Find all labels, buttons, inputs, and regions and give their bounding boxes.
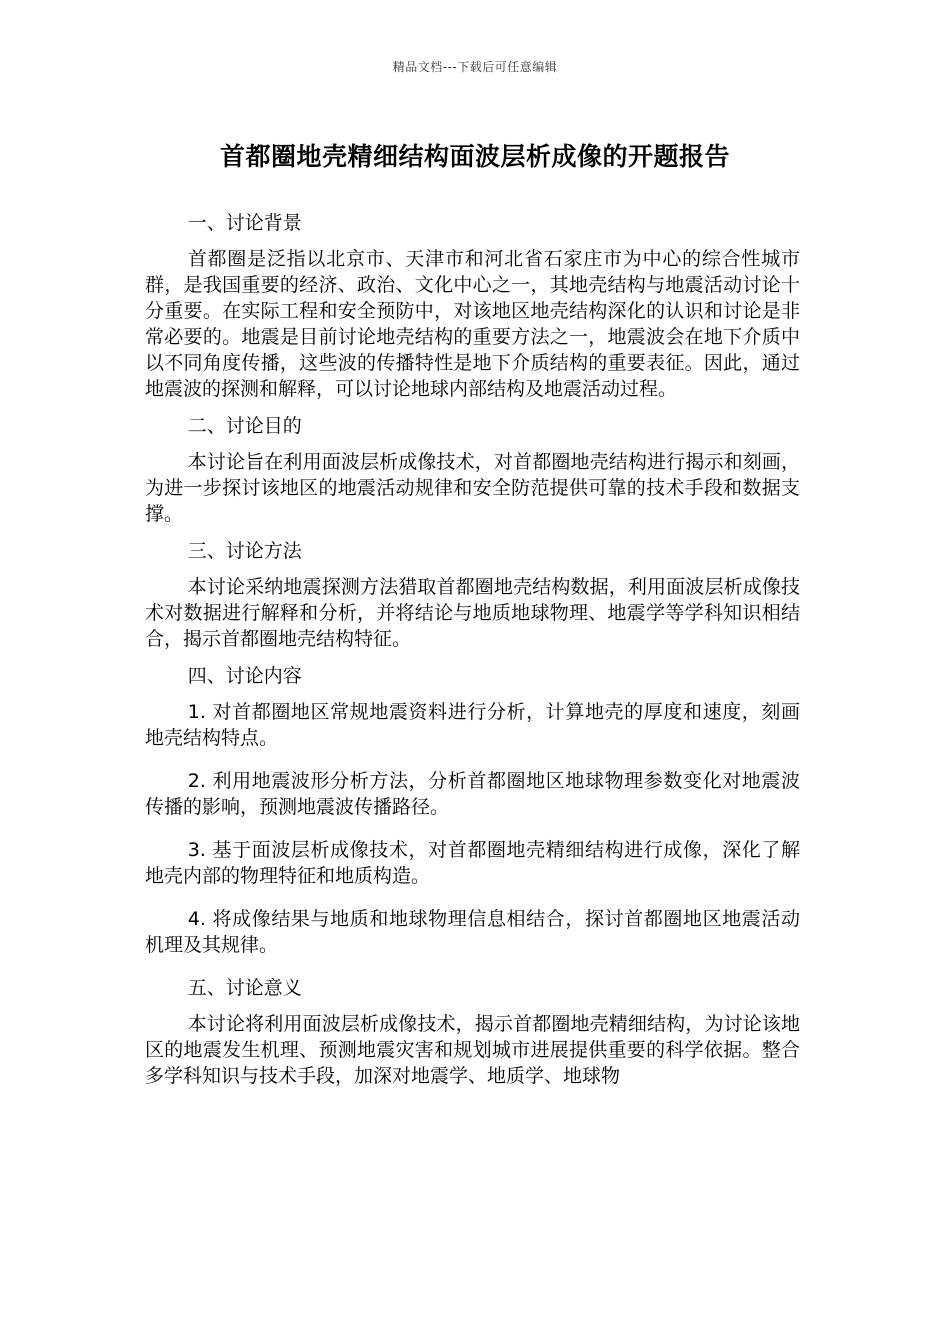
page-title: 首都圈地壳精细结构面波层析成像的开题报告 [219, 142, 730, 171]
content-item: 2. 利用地震波形分析方法，分析首都圈地区地球物理参数变化对地震波传播的影响，预测地震波传播路径。 [145, 770, 800, 818]
section-heading-background: 一、讨论背景 [187, 212, 302, 234]
content-item: 4. 将成像结果与地质和地球物理信息相结合，探讨首都圈地区地震活动机理及其规律。 [145, 908, 800, 956]
section-heading-significance: 五、讨论意义 [187, 977, 302, 999]
content-item: 1. 对首都圈地区常规地震资料进行分析，计算地壳的厚度和速度，刻画地壳结构特点。 [145, 701, 800, 749]
section-paragraph-background: 首都圈是泛指以北京市、天津市和河北省石家庄市为中心的综合性城市群，是我国重要的经济、政治、文化中心之一，其地壳结构与地震活动讨论十分重要。在实际工程和安全预防中，对该地区地壳结构深化的认识和讨论是非常必要的。地震是目前讨论地壳结构的重要方法之一，地震波会在地下介质中以不同角度传播，这些波的传播特性是地下介质结构的重要表征。因此，通过地震波的探测和解释，可以讨论地球内部结构及地震活动过程。 [145, 248, 800, 400]
section-heading-method: 三、讨论方法 [187, 540, 302, 562]
section-paragraph-method: 本讨论采纳地震探测方法猎取首都圈地壳结构数据，利用面波层析成像技术对数据进行解释和分析，并将结论与地质地球物理、地震学等学科知识相结合，揭示首都圈地壳结构特征。 [145, 576, 800, 650]
section-heading-content: 四、讨论内容 [187, 665, 302, 687]
section-paragraph-significance: 本讨论将利用面波层析成像技术，揭示首都圈地壳精细结构，为讨论该地区的地震发生机理、预测地震灾害和规划城市进展提供重要的科学依据。整合多学科知识与技术手段，加深对地震学、地质学、地球物 [145, 1013, 800, 1087]
document-body [145, 210, 800, 1089]
section-heading-purpose: 二、讨论目的 [187, 415, 302, 437]
content-item: 3. 基于面波层析成像技术，对首都圈地壳精细结构进行成像，深化了解地壳内部的物理特征和地质构造。 [145, 839, 800, 887]
header-note: 精品文档---下载后可任意编辑 [392, 60, 558, 74]
section-paragraph-purpose: 本讨论旨在利用面波层析成像技术，对首都圈地壳结构进行揭示和刻画，为进一步探讨该地区的地震活动规律和安全防范提供可靠的技术手段和数据支撑。 [145, 451, 800, 525]
